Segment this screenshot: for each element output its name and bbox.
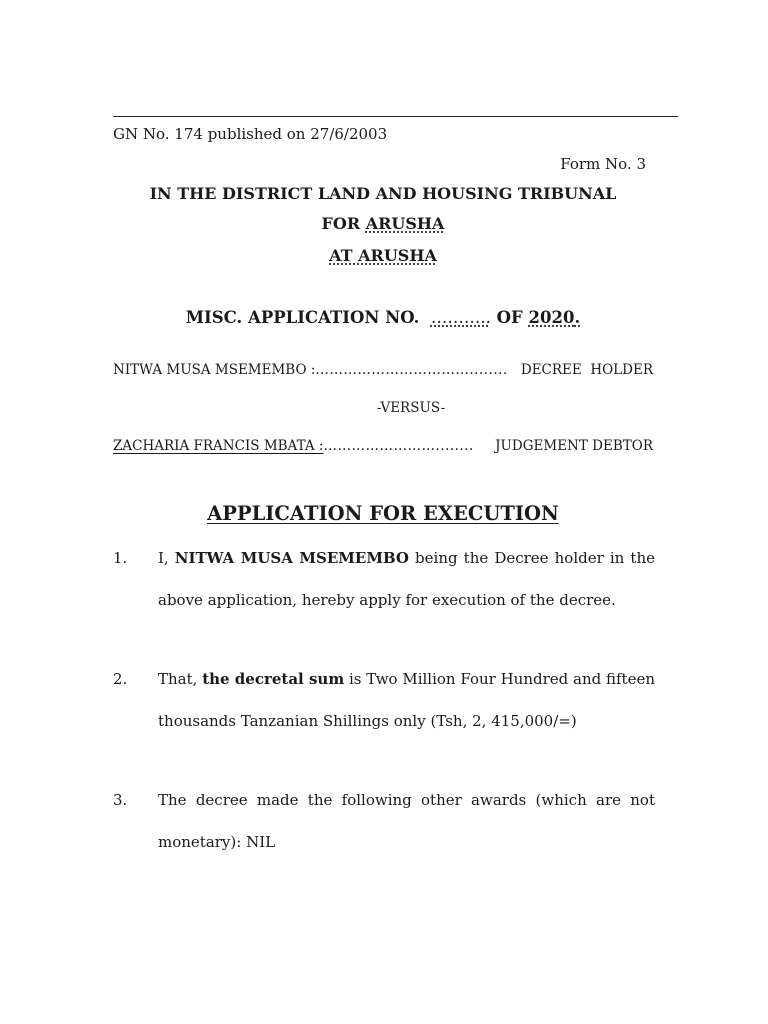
gazette-notice: GN No. 174 published on 27/6/2003 <box>113 125 388 143</box>
misc-label: MISC <box>185 308 237 327</box>
document-title: APPLICATION FOR EXECUTION <box>207 502 559 525</box>
applicant-leader-dots: ……………………………........ <box>315 362 508 378</box>
applicant-name-bold: NITWA MUSA MSEMEMBO <box>174 549 409 567</box>
item-number: 1. <box>113 549 128 567</box>
applicant-role: DECREE HOLDER <box>520 362 653 378</box>
item-number: 3. <box>113 791 128 809</box>
tribunal-at-line: AT ARUSHA <box>329 246 437 265</box>
case-year: 2020. <box>528 308 581 327</box>
case-number-line <box>113 308 653 327</box>
respondent-line <box>113 438 653 454</box>
item-text: That, the decretal sum is Two Million Four Hundred and fifteen thousands Tanzanian Shillings only (Tsh, 2, 415,000/=) <box>158 670 655 730</box>
applicant-name: NITWA MUSA MSEMEMBO : <box>113 362 316 378</box>
application-number-placeholder: ……….. <box>430 308 491 327</box>
respondent-leader-dots: ……………………........ <box>323 438 474 454</box>
decretal-sum-bold: the decretal sum <box>202 670 345 688</box>
tribunal-for-place: ARUSHA <box>365 214 445 233</box>
tribunal-for-line <box>113 214 653 233</box>
application-label: . APPLICATION NO. <box>236 308 420 327</box>
tribunal-title: IN THE DISTRICT LAND AND HOUSING TRIBUNAL <box>149 184 617 203</box>
respondent-name: ZACHARIA FRANCIS MBATA : <box>113 438 324 454</box>
item-number: 2. <box>113 670 128 688</box>
form-number: Form No. 3 <box>560 155 646 173</box>
item-text: I, NITWA MUSA MSEMEMBO being the Decree holder in the above application, hereby apply for execution of the decree. <box>158 549 655 609</box>
item-text: The decree made the following other awards (which are not monetary): NIL <box>158 791 655 851</box>
tribunal-for-prefix: FOR <box>321 214 366 233</box>
versus-label: -VERSUS- <box>376 400 446 416</box>
list-item <box>113 658 655 742</box>
applicant-line <box>113 362 653 378</box>
list-item <box>113 537 655 621</box>
respondent-role: JUDGEMENT DEBTOR <box>495 438 653 454</box>
top-rule <box>113 116 678 117</box>
of-label: OF <box>496 308 523 327</box>
list-item <box>113 779 655 863</box>
